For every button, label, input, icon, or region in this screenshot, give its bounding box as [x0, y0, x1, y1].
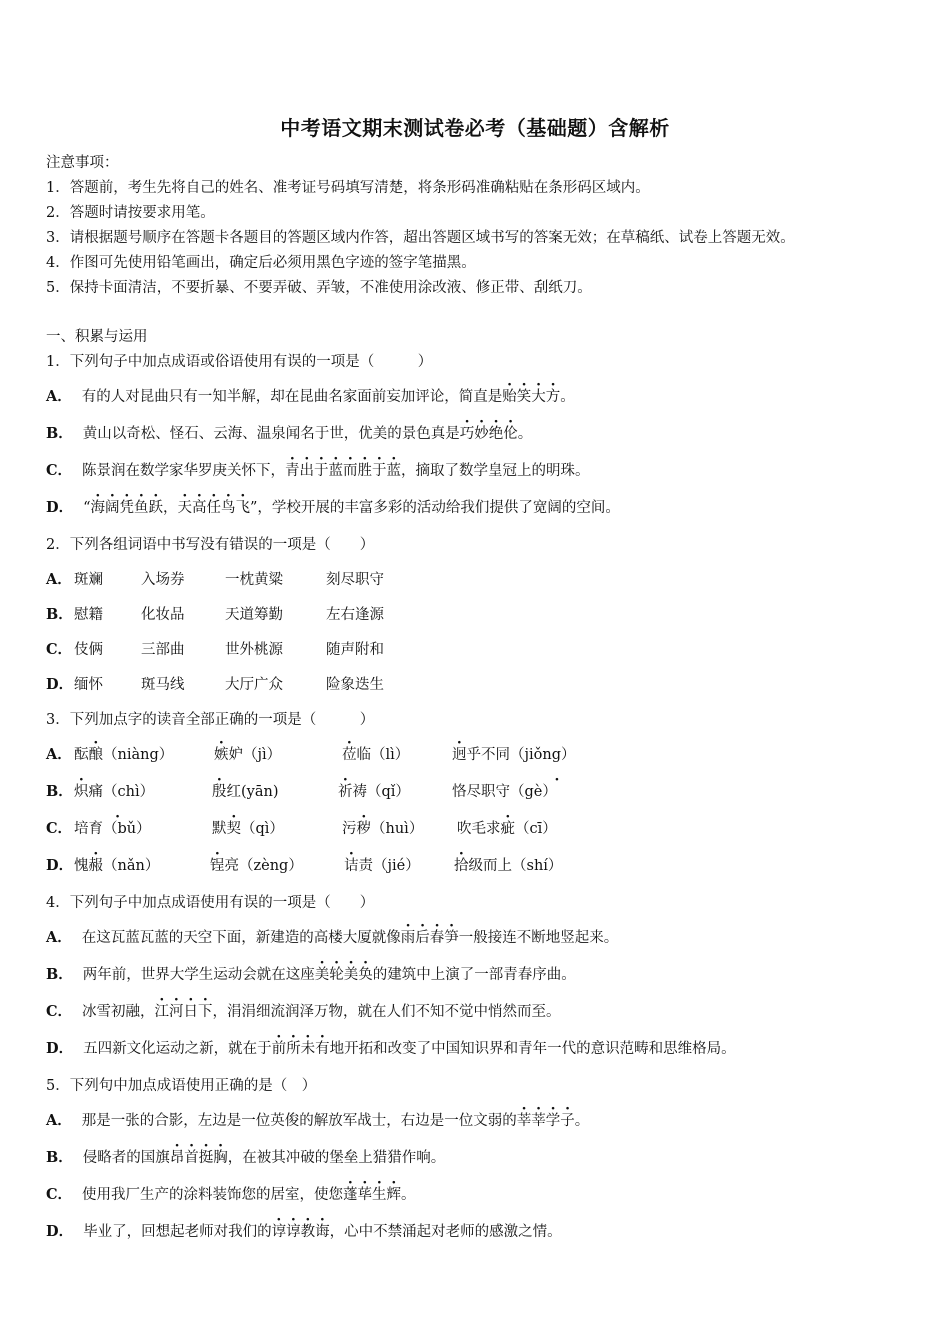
dotted-idiom: 青出于蓝而胜于蓝: [285, 463, 402, 479]
q2-option-b: [46, 605, 646, 625]
option-text: ”，学校开展的丰富多彩的活动给我们提供了宽阔的空间。: [250, 500, 620, 516]
q4-option-c: [46, 1002, 561, 1022]
option-text: 黄山以奇松、怪石、云海、温泉闻名于世，优美的景色真是: [82, 426, 460, 442]
option-text: 有的人对昆曲只有一知半解，却在昆曲名家面前妄加评论，简直是: [81, 389, 503, 405]
option-text: 。: [560, 389, 575, 405]
q1-option-d: [46, 498, 620, 518]
option-label: D．: [46, 857, 74, 874]
pinyin-item: 默契（qì）: [212, 821, 284, 837]
pinyin-item: 污秽（huì）: [342, 821, 424, 837]
notice-item: 4．作图可先使用铅笔画出，确定后必须用黑色字迹的签字笔描黑。: [46, 255, 476, 271]
option-text: 侵略者的国旗: [82, 1150, 170, 1166]
option-text: 一般接连不断地竖起来。: [458, 930, 619, 946]
word: 天道筹勤: [225, 607, 283, 623]
q3-option-a: [46, 745, 746, 765]
option-text: 五四新文化运动之新，就在于: [83, 1041, 272, 1057]
pinyin-item: 迥乎不同（jiǒng）: [452, 747, 576, 763]
pinyin-item: 酝酿（niàng）: [74, 747, 174, 763]
word: 斑马线: [141, 677, 185, 693]
option-text: 毕业了，回想起老师对我们的: [83, 1224, 272, 1240]
word: 伎俩: [74, 642, 103, 658]
option-text: 那是一张的合影，左边是一位英俊的解放军战士，右边是一位文弱的: [81, 1113, 517, 1129]
pinyin-item: 莅临（lì）: [342, 747, 410, 763]
option-text: ，心中不禁涌起对老师的感激之情。: [329, 1224, 562, 1240]
pinyin-item: 锃亮（zèng）: [210, 858, 303, 874]
q3-option-b: [46, 782, 746, 802]
notice-item: 1．答题前，考生先将自己的姓名、准考证号码填写清楚，将条形码准确粘贴在条形码区域内。: [46, 180, 650, 196]
option-label: C．: [46, 820, 73, 837]
option-text: 的建筑中上演了一部青春序曲。: [372, 967, 576, 983]
pinyin-item: 殷红(yān): [212, 784, 279, 800]
notice-item: 5．保持卡面清洁，不要折暴、不要弄破、弄皱，不准使用涂改液、修正带、刮纸刀。: [46, 280, 592, 296]
word: 三部曲: [141, 642, 185, 658]
word: 险象迭生: [326, 677, 384, 693]
pinyin-item: 祈祷（qǐ）: [338, 784, 410, 800]
pinyin-item: 培育（bǔ）: [74, 821, 151, 837]
option-label: B．: [46, 966, 73, 983]
q5-option-b: [46, 1148, 445, 1168]
option-label: B．: [46, 606, 73, 623]
dotted-idiom: 江河日下: [154, 1004, 213, 1020]
pinyin-item: 吹毛求疵（cī）: [457, 821, 557, 837]
word: 化妆品: [141, 607, 185, 623]
word: 一枕黄粱: [225, 572, 283, 588]
word: 斑斓: [74, 572, 103, 588]
q2-option-c: [46, 640, 646, 660]
pinyin-item: 恪尽职守（gè）: [452, 784, 557, 800]
dotted-idiom: 海阔凭鱼跃，天高任鸟飞: [90, 500, 250, 516]
option-label: C．: [46, 462, 73, 479]
q4-option-b: [46, 965, 576, 985]
word: 随声附和: [326, 642, 384, 658]
q5-option-a: [46, 1111, 589, 1131]
dotted-idiom: 昂首挺胸: [169, 1150, 228, 1166]
option-text: 使用我厂生产的涂料装饰您的居室，使您: [82, 1187, 344, 1203]
option-text: 在这瓦蓝瓦蓝的天空下面，新建造的高楼大厦就像: [81, 930, 401, 946]
option-label: C．: [46, 641, 73, 658]
option-text: “: [83, 500, 91, 516]
dotted-idiom: 谆谆教诲: [271, 1224, 330, 1240]
option-label: A．: [46, 929, 72, 946]
option-text: 冰雪初融，: [82, 1004, 155, 1020]
option-text: 陈景润在数学家华罗庚关怀下，: [82, 463, 286, 479]
pinyin-item: 愧赧（nǎn）: [74, 858, 160, 874]
option-label: A．: [46, 571, 72, 588]
q4-stem: 4．下列句子中加点成语使用有误的一项是（ ）: [46, 895, 375, 911]
dotted-idiom: 贻笑大方: [502, 389, 561, 405]
q1-option-c: [46, 461, 590, 481]
dotted-idiom: 莘莘学子: [516, 1113, 575, 1129]
option-label: D．: [46, 1040, 74, 1057]
q1-stem: 1．下列句子中加点成语或俗语使用有误的一项是（ ）: [46, 354, 433, 370]
option-text: 。: [517, 426, 533, 442]
q2-option-d: [46, 675, 646, 695]
option-label: B．: [46, 1149, 73, 1166]
notice-item: 2．答题时请按要求用笔。: [46, 205, 215, 221]
word: 入场券: [141, 572, 185, 588]
option-text: ，涓涓细流润泽万物，就在人们不知不觉中悄然而至。: [212, 1004, 561, 1020]
option-label: C．: [46, 1186, 73, 1203]
option-text: 。: [401, 1187, 416, 1203]
notice-heading: 注意事项：: [46, 155, 119, 171]
option-label: A．: [46, 746, 72, 763]
pinyin-item: 嫉妒（jì）: [214, 747, 282, 763]
option-label: A．: [46, 1112, 72, 1129]
q2-stem: 2．下列各组词语中书写没有错误的一项是（ ）: [46, 537, 375, 553]
word: 世外桃源: [225, 642, 283, 658]
page-title: 中考语文期末测试卷必考（基础题）含解析: [280, 116, 670, 140]
q4-option-d: [46, 1039, 736, 1059]
q3-stem: 3．下列加点字的读音全部正确的一项是（ ）: [46, 712, 375, 728]
pinyin-item: 炽痛（chì）: [74, 784, 155, 800]
option-label: B．: [46, 425, 73, 442]
dotted-idiom: 前所未有: [271, 1041, 330, 1057]
option-text: ，在被其冲破的堡垒上猎猎作响。: [227, 1150, 446, 1166]
word: 左右逢源: [326, 607, 384, 623]
option-label: D．: [46, 676, 74, 693]
q1-option-b: [46, 424, 532, 444]
option-label: B．: [46, 783, 73, 800]
option-text: 两年前，世界大学生运动会就在这座: [82, 967, 315, 983]
dotted-idiom: 雨后春笋: [400, 930, 459, 946]
dotted-idiom: 蓬荜生辉: [343, 1187, 402, 1203]
q5-option-c: [46, 1185, 416, 1205]
word: 大厅广众: [225, 677, 283, 693]
q5-stem: 5．下列句中加点成语使用正确的是（ ）: [46, 1078, 317, 1094]
option-text: ，摘取了数学皇冠上的明珠。: [401, 463, 590, 479]
q4-option-a: [46, 928, 618, 948]
q2-option-a: [46, 570, 646, 590]
option-label: A．: [46, 388, 72, 405]
option-text: 地开拓和改变了中国知识界和青年一代的意识范畴和思维格局。: [329, 1041, 736, 1057]
q3-option-c: [46, 819, 746, 839]
dotted-idiom: 巧妙绝伦: [459, 426, 518, 442]
q5-option-d: [46, 1222, 562, 1242]
option-text: 。: [574, 1113, 590, 1129]
section-heading: 一、积累与运用: [46, 329, 148, 345]
word: 慰籍: [74, 607, 103, 623]
q3-option-d: [46, 856, 746, 876]
pinyin-item: 拾级而上（shí）: [454, 858, 563, 874]
option-label: D．: [46, 1223, 74, 1240]
dotted-idiom: 美轮美奂: [314, 967, 373, 983]
word: 缅怀: [74, 677, 103, 693]
notice-item: 3．请根据题号顺序在答题卡各题目的答题区域内作答，超出答题区域书写的答案无效；在草稿纸、试卷上答题无效。: [46, 230, 795, 246]
word: 刻尽职守: [326, 572, 384, 588]
option-label: C．: [46, 1003, 73, 1020]
option-label: D．: [46, 499, 74, 516]
pinyin-item: 诘责（jié）: [344, 858, 420, 874]
q1-option-a: [46, 387, 575, 407]
